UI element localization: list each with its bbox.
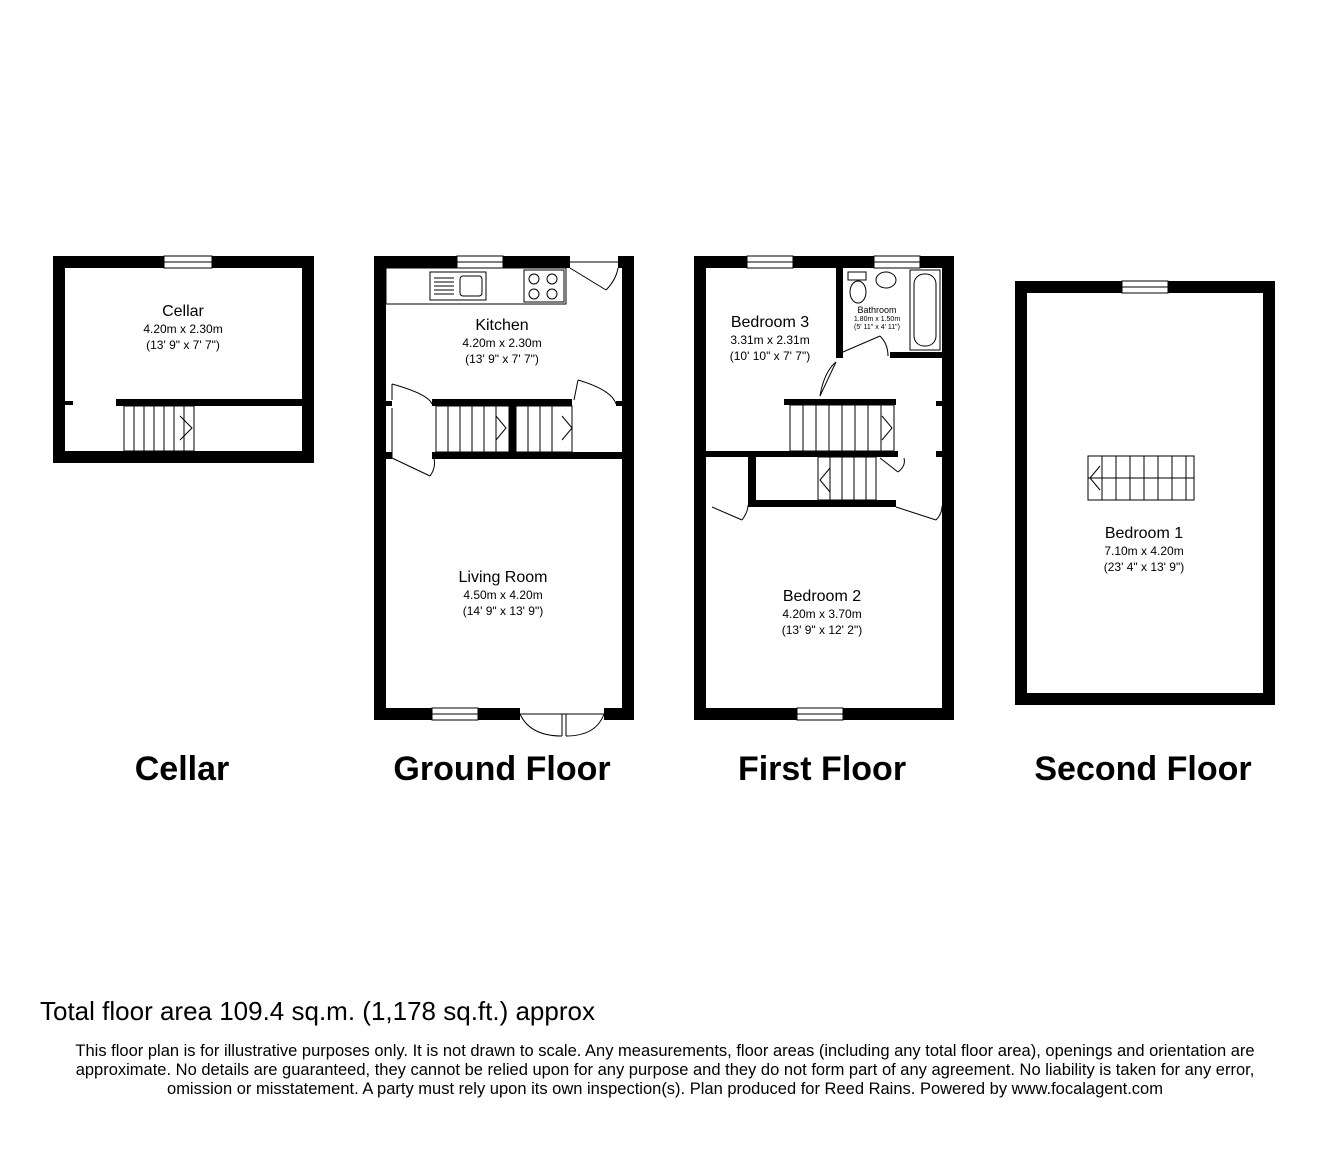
room-dims-metric: 1.80m x 1.50m: [853, 316, 901, 323]
room-dims-metric: 4.20m x 2.30m: [462, 336, 542, 350]
ground-stairs: [436, 406, 572, 452]
second-floor-plan: [1015, 281, 1275, 705]
room-label-cellar: [143, 303, 222, 352]
room-name: Cellar: [162, 303, 204, 320]
room-dims-imperial: (10' 10" x 7' 7"): [729, 349, 811, 363]
room-name: Bathroom: [857, 305, 897, 315]
cellar-stairs: [124, 406, 194, 451]
room-label-kitchen: [462, 317, 541, 366]
disclaimer-text: This floor plan is for illustrative purposes only. It is not drawn to scale. Any measurements, floor areas (including any total floor area), openings and orientation are approximate. No details are guaranteed, they cannot be relied upon for any purpose and they do not form part of any agreement. No liability is taken for any error, omission or misstatement. A party must rely upon its own inspection(s). Plan produced for Reed Rains. Powered by www.focalagent.com: [75, 1042, 1255, 1098]
bedroom-2-window: [797, 708, 843, 720]
bathroom-door: [843, 336, 888, 356]
kitchen-window: [457, 256, 503, 268]
room-name: Kitchen: [475, 317, 529, 334]
floor-title-first: First Floor: [737, 750, 907, 788]
bedroom-1-window: [1122, 281, 1168, 293]
room-name: Living Room: [458, 569, 548, 586]
room-dims-imperial: (13' 9" x 7' 7"): [465, 352, 539, 366]
floor-title-ground: Ground Floor: [393, 750, 611, 788]
room-name: Bedroom 1: [1104, 525, 1184, 542]
floor-title-second: Second Floor: [1034, 750, 1252, 788]
second-floor-stairs: [1088, 456, 1194, 500]
room-label-bedroom-2: [782, 588, 862, 637]
total-floor-area: Total floor area 109.4 sq.m. (1,178 sq.ft.) approx: [40, 996, 595, 1026]
room-dims-metric: 4.20m x 2.30m: [143, 322, 223, 336]
living-room-window: [432, 708, 478, 720]
bathroom-window: [874, 256, 920, 268]
room-dims-metric: 7.10m x 4.20m: [1104, 544, 1184, 558]
room-dims-metric: 4.50m x 4.20m: [463, 588, 543, 602]
room-dims-imperial: (14' 9" x 13' 9"): [462, 604, 544, 618]
kitchen-worktop: [386, 268, 566, 304]
room-dims-imperial: (13' 9" x 12' 2"): [781, 623, 863, 637]
room-dims-metric: 4.20m x 3.70m: [782, 607, 862, 621]
room-dims-metric: 3.31m x 2.31m: [730, 333, 810, 347]
room-name: Bedroom 2: [782, 588, 862, 605]
first-floor-doors: [712, 362, 942, 520]
room-label-bedroom-3: [730, 314, 810, 363]
room-dims-imperial: (13' 9" x 7' 7"): [146, 338, 220, 352]
room-name: Bedroom 3: [730, 314, 810, 331]
room-label-living-room: [459, 569, 548, 618]
room-dims-imperial: (23' 4" x 13' 9"): [1103, 560, 1185, 574]
floor-title-cellar: Cellar: [134, 750, 230, 788]
room-dims-imperial: (5' 11" x 4' 11"): [854, 324, 900, 331]
cellar-plan: [53, 256, 314, 463]
room-label-bedroom-1: [1104, 525, 1184, 574]
room-label-bathroom: [854, 305, 900, 331]
ground-doors: [392, 380, 616, 476]
bedroom-3-window: [747, 256, 793, 268]
cellar-window: [164, 256, 212, 268]
